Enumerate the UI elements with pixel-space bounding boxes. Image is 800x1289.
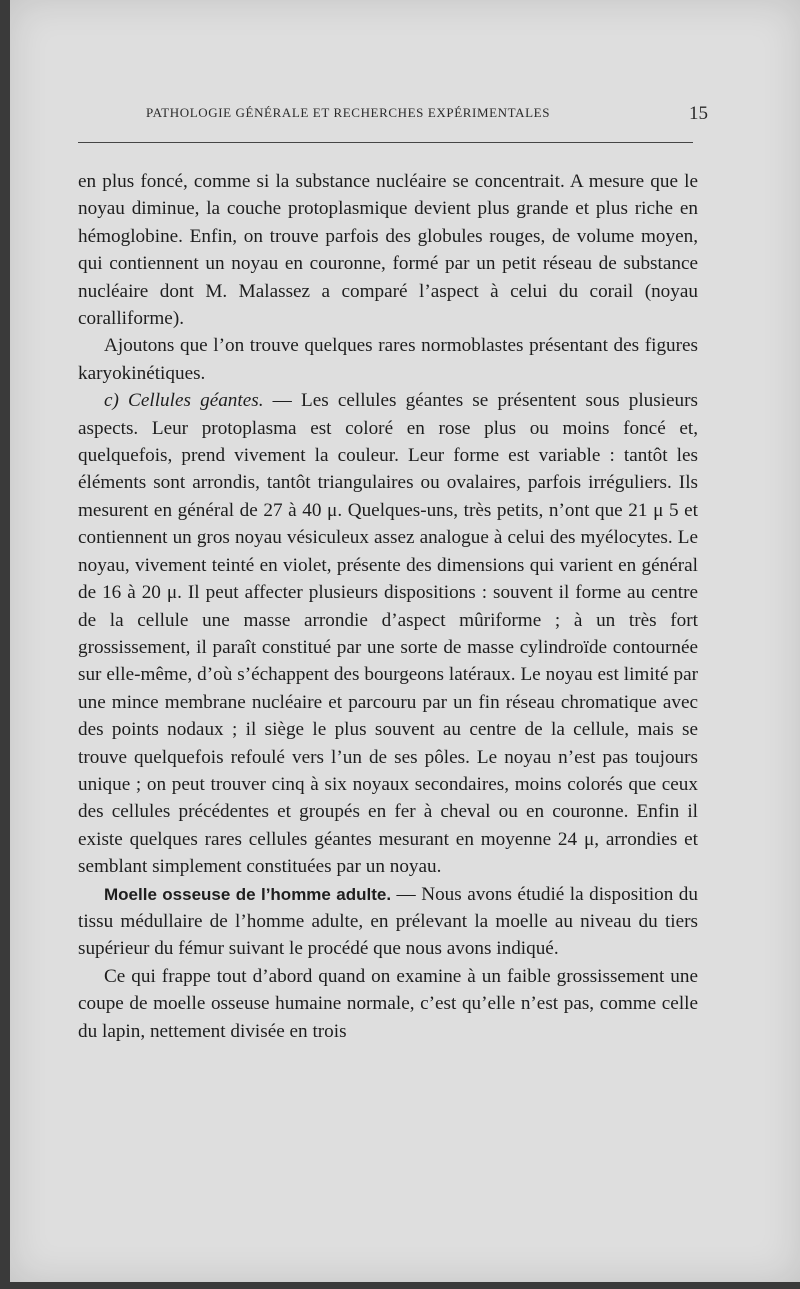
section-heading-cellules-geantes: c) Cellules géantes.: [104, 390, 264, 412]
running-title: PATHOLOGIE GÉNÉRALE ET RECHERCHES EXPÉRIMENTALES: [146, 105, 551, 120]
paragraph-observation: Ce qui frappe tout d’abord quand on examine à un faible grossissement une coupe de moelle osseuse humaine normale, c’est qu’elle n’est pas, comme celle du lapin, nettement divisée en trois: [78, 965, 698, 1042]
paragraph-moelle-osseuse-text: — Nous avons étudié la disposition du tissu médullaire de l’homme adulte, en prélevant la moelle au niveau du tiers supérieur du fémur suivant le procédé que nous avons indiqué.: [78, 883, 698, 960]
paragraph-continuation: en plus foncé, comme si la substance nucléaire se concentrait. A mesure que le noyau diminue, la couche protoplasmique devient plus grande et plus riche en hémoglobine. Enfin, on trouve parfois des globules rouges, de volume moyen, qui contiennent un noyau en couronne, formé par un petit réseau de substance nucléaire dont M. Malassez a comparé l’aspect à celui du corail (noyau coralliforme).: [78, 171, 698, 330]
paragraph-normoblastes: Ajoutons que l’on trouve quelques rares normoblastes présentant des figures karyokinétiques.: [78, 335, 698, 384]
body-text: [78, 168, 698, 1045]
page-number: 15: [689, 103, 708, 124]
paragraph-moelle-osseuse: [78, 881, 698, 963]
paragraph-cellules-geantes: [78, 387, 698, 880]
header-rule: [78, 142, 693, 143]
paragraph-cellules-geantes-text: — Les cellules géantes se présentent sous plusieurs aspects. Leur protoplasma est coloré en rose plus ou moins foncé et, quelquefois, prend vivement la couleur. Leur forme est variable : tantôt les éléments sont arrondis, tantôt triangulaires ou ovalaires, parfois irréguliers. Ils mesurent en général de 27 à 40 μ. Quelques-uns, très petits, n’ont que 21 μ 5 et contiennent un gros noyau vésiculeux assez analogue à celui des myélocytes. Le noyau, vivement teinté en violet, présente des dimensions qui varient en général de 16 à 20 μ. Il peut affecter plusieurs dispositions : souvent il forme au centre de la cellule une masse arrondie d’aspect mûriforme ; à un très fort grossissement, il paraît constitué par une sorte de masse cylindroïde contournée sur elle-même, d’où s’échappent des bourgeons latéraux. Le noyau est limité par une mince membrane nucléaire et parcouru par un fin réseau chromatique avec des points nodaux ; il siège le plus souvent au centre de la cellule, mais se trouve quelquefois refoulé vers l’un de ses pôles. Le noyau n’est pas toujours unique ; on peut trouver cinq à six noyaux secondaires, moins colorés que ceux des cellules précédentes et groupés en fer à cheval ou en couronne. Enfin il existe quelques rares cellules géantes mesurant en moyenne 24 μ, arrondies et semblant simplement constituées par un noyau.: [78, 390, 699, 878]
section-heading-moelle-osseuse: Moelle osseuse de l’homme adulte.: [104, 884, 392, 904]
running-header: [130, 103, 710, 127]
